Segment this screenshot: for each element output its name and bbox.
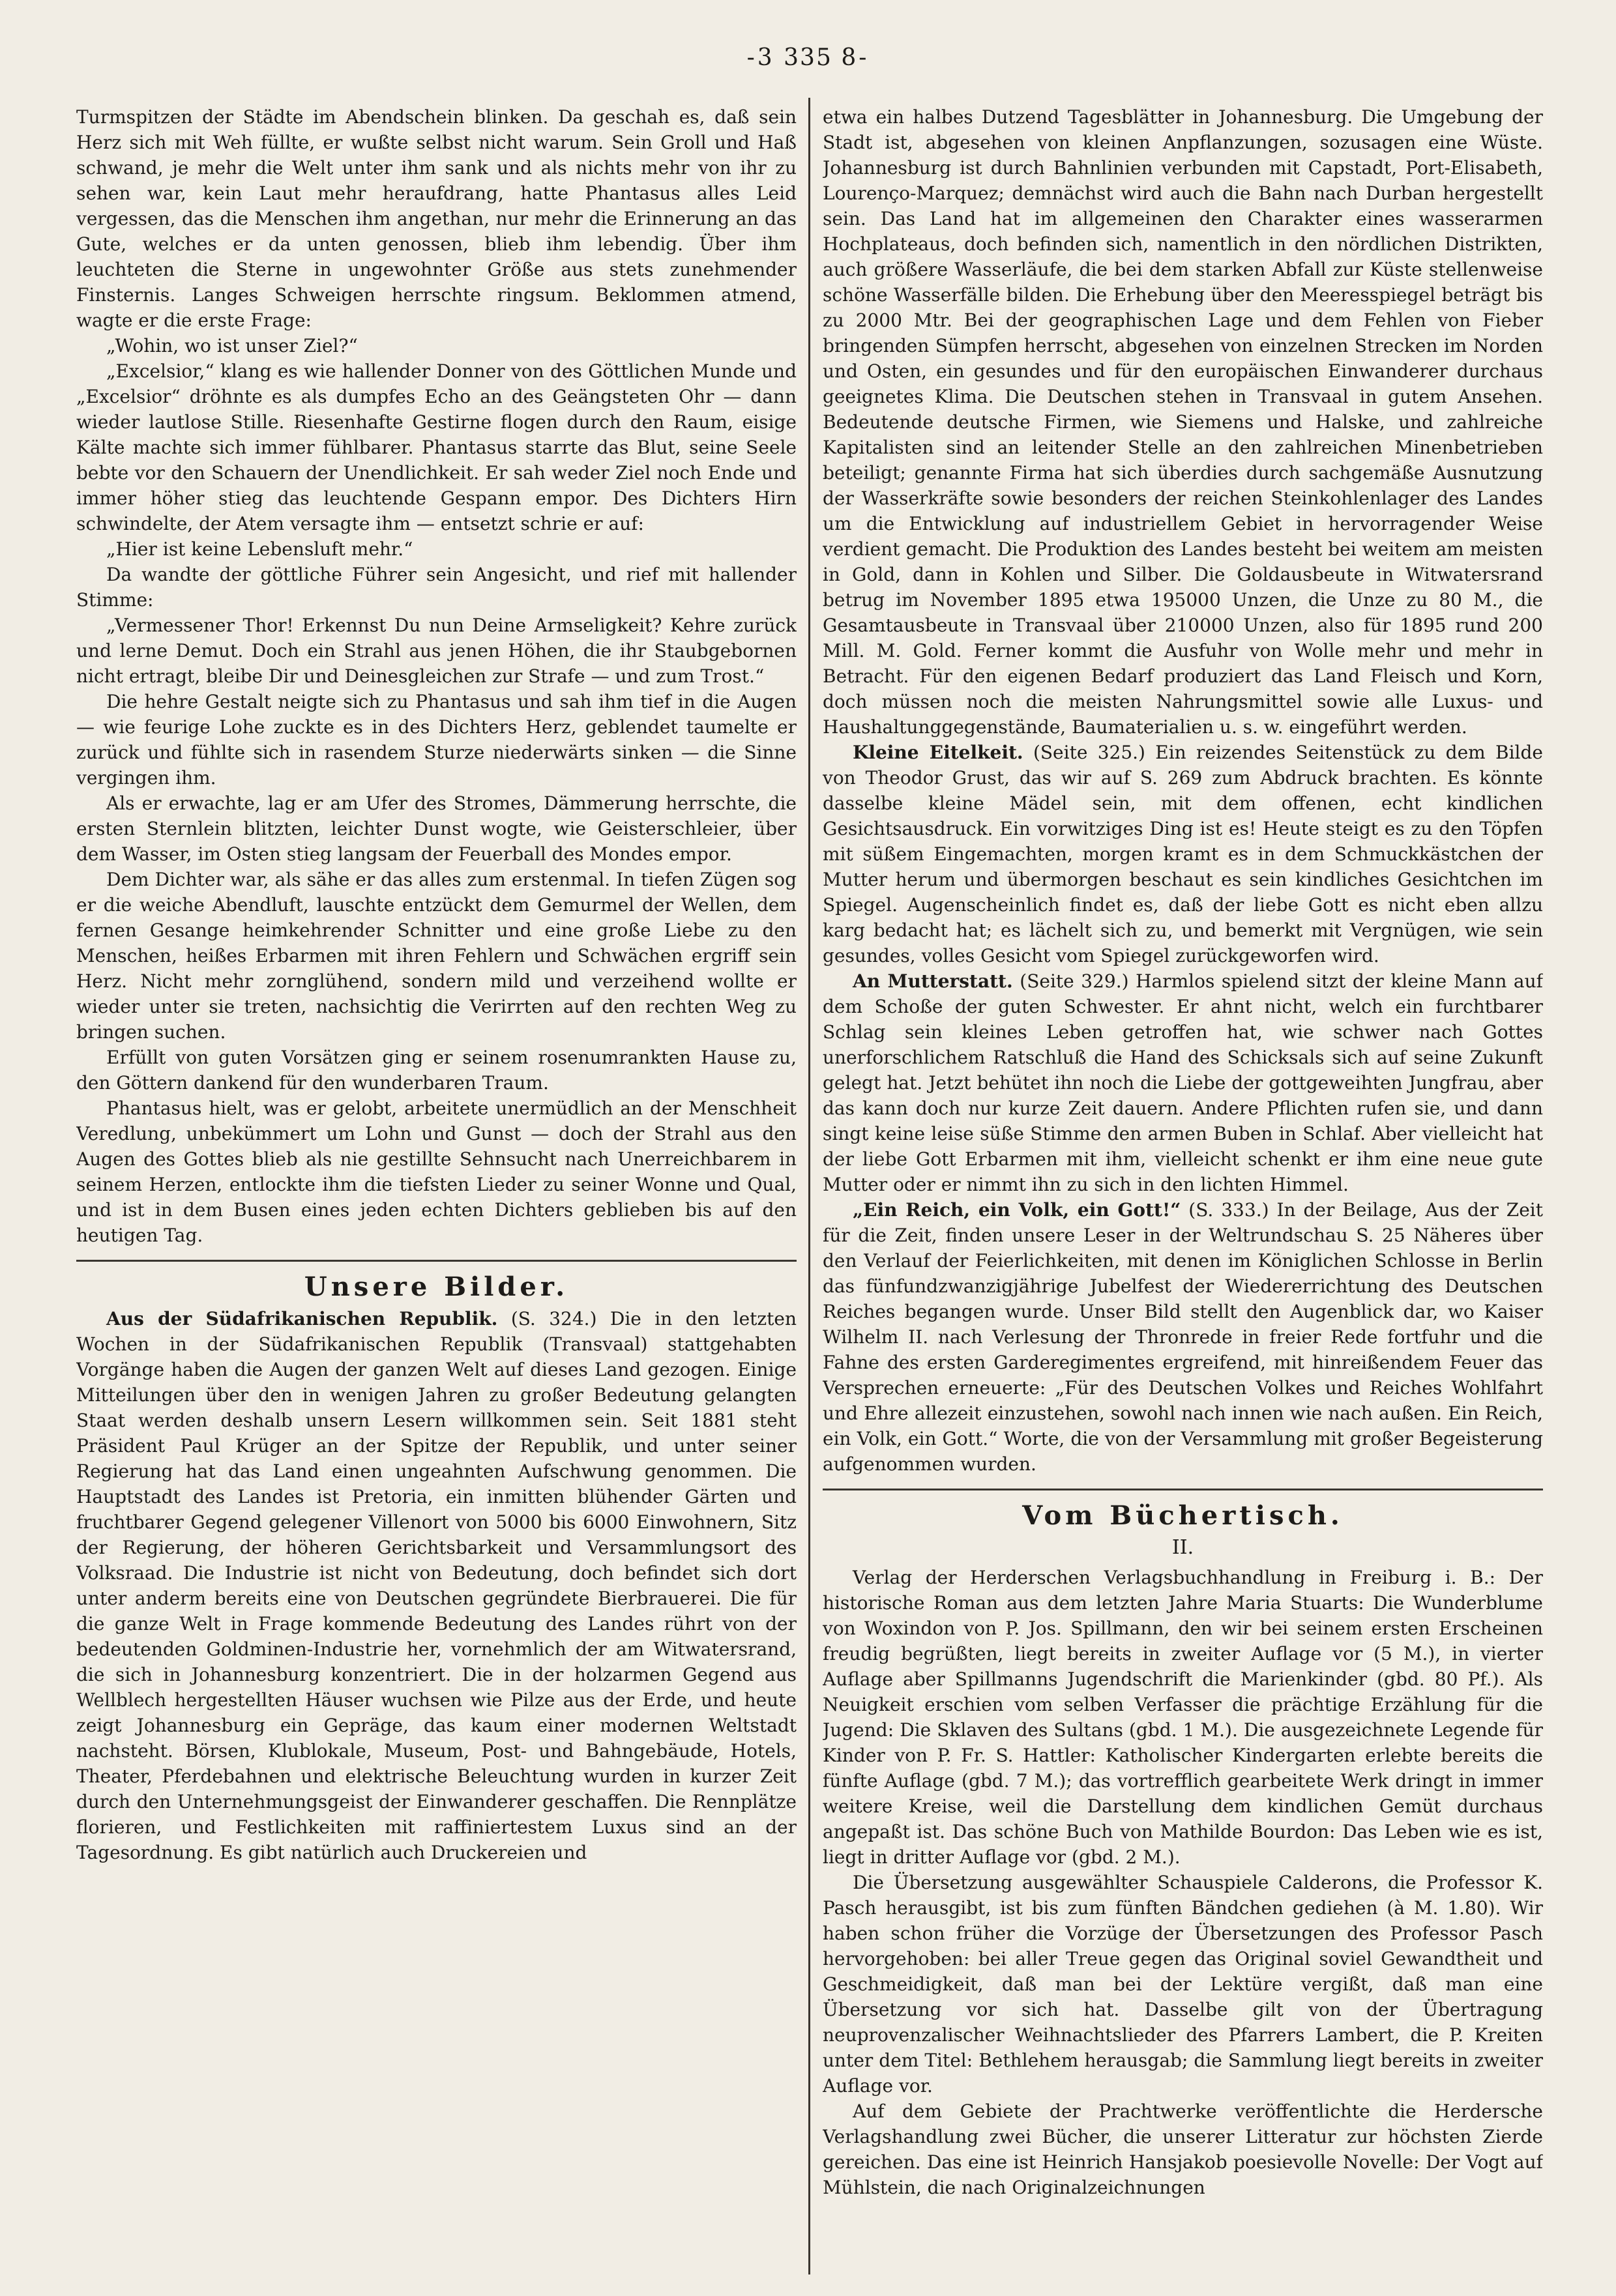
column-divider — [808, 98, 810, 2274]
story-paragraph: „Wohin, wo ist unser Ziel?“ — [106, 335, 358, 356]
story-paragraph: Phantasus hielt, was er gelobt, arbeitete unermüdlich an der Menschheit Veredlung, unbekümmert um Lohn und Gunst — doch der Strahl aus den Augen des Gottes blieb als nie gestillte Sehnsucht nach Unerreichbarem in seinem Herzen, entlockte ihm die tiefsten Lieder zu seiner Wonne und Qual, und ist in dem Busen eines jeden echten Dichters geblieben bis auf den heutigen Tag. — [76, 1097, 797, 1246]
bilder-entry-text: (S. 333.) In der Beilage, Aus der Zeit für die Zeit, finden unsere Leser in der Weltrundschau S. 25 Näheres über den Verlauf der Feierlichkeiten, mit denen im Königlichen Schlosse in Berlin das fünfundzwanzigjährige Jubelfest der Wiedererrichtung des Deutschen Reiches begangen wurde. Unser Bild stellt den Augenblick dar, wo Kaiser Wilhelm II. nach Verlesung der Thronrede in freier Rede fortfuhr und die Fahne des ersten Garderegimentes ergreifend, mit hinreißendem Feuer das Versprechen erneuerte: „Für des Deutschen Volkes und Reiches Wohlfahrt und Ehre allezeit einzustehen, sowohl nach innen wie nach außen. Ein Reich, ein Volk, ein Gott.“ Worte, die von der Versammlung mit großer Begeisterung aufgenommen wurden. — [823, 1199, 1543, 1475]
right-column — [823, 104, 1543, 2268]
story-paragraph: „Excelsior,“ klang es wie hallender Donner von des Göttlichen Munde und „Excelsior“ dröhnte es als dumpfes Echo an des Geängsteten Ohr — dann wieder lautlose Stille. Riesenhafte Gestirne flogen durch den Raum, eisige Kälte machte sich immer fühlbarer. Phantasus starrte das Blut, seine Seele bebte vor den Schauern der Unendlichkeit. Er sah weder Ziel noch Ende und immer höher stieg das leuchtende Gespann empor. Des Dichters Hirn schwindelte, der Atem versagte ihm — entsetzt schrie er auf: — [76, 360, 797, 534]
bilder-entry-text: (Seite 325.) Ein reizendes Seitenstück zu dem Bilde von Theodor Grust, das wir auf S. 269 zum Abdruck brachten. Es könnte dasselbe kleine Mädel sein, mit dem offenen, echt kindlichen Gesichtsausdruck. Ein vorwitziges Ding ist es! Heute steigt es zu den Töpfen mit süßem Eingemachten, morgen kramt es in dem Schmuckkästchen der Mutter herum und übermorgen beschaut es sein kindliches Gesichtchen im Spiegel. Augenscheinlich findet es, daß der liebe Gott es nicht eben allzu karg bedacht hat; es lächelt sich zu, und bemerkt mit Vergnügen, wie sein gesundes, volles Gesicht vom Spiegel zurückgeworfen wird. — [823, 742, 1543, 966]
section-rule — [823, 1489, 1543, 1490]
buch-paragraph: Die Übersetzung ausgewählter Schauspiele Calderons, die Professor K. Pasch herausgibt, ist bis zum fünften Bändchen gediehen (à M. 1.80). Wir haben schon früher die Vorzüge der Übersetzungen des Professor Pasch hervorgehoben: bei aller Treue gegen das Original soviel Gewandtheit und Geschmeidigkeit, daß man bei der Lektüre vergißt, daß man eine Übersetzung vor sich hat. Dasselbe gilt von der Übertragung neuprovenzalischer Weihnachtslieder des Pfarrers Lambert, die P. Kreiten unter dem Titel: Bethlehem herausgab; die Sammlung liegt bereits in zweiter Auflage vor. — [823, 1872, 1543, 2097]
bilder-entry-title: Kleine Eitelkeit. — [853, 742, 1023, 763]
story-paragraph: Die hehre Gestalt neigte sich zu Phantasus und sah ihm tief in die Augen — wie feurige Lohe zuckte es in des Dichters Herz, geblendet taumelte er zurück und fühlte sich in rasendem Sturze niederwärts sinken — die Sinne vergingen ihm. — [76, 691, 797, 789]
page-ornament-left: -3 — [746, 44, 775, 71]
page-number-header — [0, 44, 1616, 71]
story-paragraph: Turmspitzen der Städte im Abendschein blinken. Da geschah es, daß sein Herz sich mit Weh füllte, er wußte selbst nicht warum. Sein Groll und Haß schwand, je mehr die Welt unter ihm sank und als nichts mehr von ihr zu sehen war, kein Laut mehr heraufdrang, hatte Phantasus alles Leid vergessen, das die Menschen ihm angethan, nur mehr die Erinnerung an das Gute, welches er da unten genossen, blieb ihm lebendig. Über ihm leuchteten die Sterne in ungewohnter Größe aus stets zunehmender Finsternis. Langes Schweigen herrschte ringsum. Beklommen atmend, wagte er die erste Frage: — [76, 106, 797, 331]
bilder-entry-text: (S. 324.) Die in den letzten Wochen in der Südafrikanischen Republik (Transvaal) stattgehabten Vorgänge haben die Augen der ganzen Welt auf dieses Land gezogen. Einige Mitteilungen über den in wenigen Jahren zu großer Bedeutung gelangten Staat werden deshalb unsern Lesern willkommen sein. Seit 1881 steht Präsident Paul Krüger an der Spitze der Republik, und unter seiner Regierung hat das Land einen ungeahnten Aufschwung genommen. Die Hauptstadt des Landes ist Pretoria, ein inmitten blühender Gärten und fruchtbarer Gegend gelegener Villenort von 5000 bis 6000 Einwohnern, Sitz der Regierung, der höheren Gerichtsbarkeit und Versammlungsort des Volksraad. Die Industrie ist nicht von Bedeutung, doch befindet sich dort unter anderm bereits eine von Deutschen gegründete Bierbrauerei. Die für die ganze Welt in Frage kommende Bedeutung des Landes rührt von der bedeutenden Goldminen-Industrie her, vornehmlich der am Witwatersrand, die sich in Johannesburg konzentriert. Die in der holzarmen Gegend aus Wellblech hergestellten Häuser wuchsen wie Pilze aus der Erde, und heute zeigt Johannesburg ein Gepräge, das kaum einer modernen Weltstadt nachsteht. Börsen, Klublokale, Museum, Post- und Bahngebäude, Hotels, Theater, Pferdebahnen und elektrische Beleuchtung wurden in kurzer Zeit durch den Unternehmungsgeist der Einwanderer geschaffen. Die Rennplätze florieren, und Festlichkeiten mit raffiniertestem Luxus sind an der Tagesordnung. Es gibt natürlich auch Druckereien und — [76, 1308, 797, 1863]
bilder-entry-title: „Ein Reich, ein Volk, ein Gott!“ — [853, 1199, 1181, 1221]
bilder-entry-eitelkeit — [823, 740, 1543, 968]
section-heading-buechertisch: Vom Büchertisch. — [1022, 1500, 1344, 1531]
section-rule — [76, 1260, 797, 1262]
section-subheading: II. — [1171, 1536, 1194, 1559]
story-paragraph: Dem Dichter war, als sähe er das alles zum erstenmal. In tiefen Zügen sog er die weiche Abendluft, lauschte entzückt dem Gemurmel der Wellen, dem fernen Gesange heimkehrender Schnitter und eine große Liebe zu den Menschen, heißes Erbarmen mit ihren Fehlern und Schwächen ergriff sein Herz. Nicht mehr zornglühend, sondern mild und verzeihend wollte er wieder unter sie treten, nachsichtig die Verirrten auf den rechten Weg zu bringen suchen. — [76, 869, 797, 1043]
bilder-entry-mutterstatt — [823, 968, 1543, 1197]
story-paragraph: „Vermessener Thor! Erkennst Du nun Deine Armseligkeit? Kehre zurück und lerne Demut. Doch ein Strahl aus jenen Höhen, die ihr Staubgebornen nicht ertragt, bleibe Dir und Deinesgleichen zur Strafe — und zum Trost.“ — [76, 615, 797, 687]
bilder-entry-title: Aus der Südafrikanischen Republik. — [106, 1308, 498, 1330]
bilder-entry-suedafrika — [76, 1306, 797, 1865]
story-paragraph: Als er erwachte, lag er am Ufer des Stromes, Dämmerung herrschte, die ersten Sternlein blitzten, leichter Dunst wogte, wie Geisterschleier, über dem Wasser, im Osten stieg langsam der Feuerball des Mondes empor. — [76, 792, 797, 865]
bilder-entry-reich — [823, 1197, 1543, 1477]
page-ornament-right: 8- — [841, 44, 870, 71]
story-paragraph: Erfüllt von guten Vorsätzen ging er seinem rosenumrankten Hause zu, den Göttern dankend für den wunderbaren Traum. — [76, 1047, 797, 1094]
left-column — [76, 104, 797, 2268]
story-paragraph: Da wandte der göttliche Führer sein Angesicht, und rief mit hallender Stimme: — [76, 564, 797, 611]
buch-paragraph: Verlag der Herderschen Verlagsbuchhandlung in Freiburg i. B.: Der historische Roman aus dem letzten Jahre Maria Stuarts: Die Wunderblume von Woxindon von P. Jos. Spillmann, den wir bei seinem ersten Erscheinen freudig begrüßten, liegt bereits in zweiter Auflage vor (5 M.), in vierter Auflage aber Spillmanns Jugendschrift die Marienkinder (gbd. 80 Pf.). Als Neuigkeit erschien vom selben Verfasser die prächtige Erzählung für die Jugend: Die Sklaven des Sultans (gbd. 1 M.). Die ausgezeichnete Legende für Kinder von P. Fr. S. Hattler: Katholischer Kindergarten erlebte bereits die fünfte Auflage (gbd. 7 M.); das vortrefflich gearbeitete Werk dringt in immer weitere Kreise, weil die Darstellung dem kindlichen Gemüt durchaus angepaßt ist. Das schöne Buch von Mathilde Bourdon: Das Leben wie es ist, liegt in dritter Auflage vor (gbd. 2 M.). — [823, 1567, 1543, 1868]
bilder-entry-title: An Mutterstatt. — [853, 970, 1013, 992]
story-paragraph: „Hier ist keine Lebensluft mehr.“ — [106, 538, 413, 560]
bilder-entry-continued: etwa ein halbes Dutzend Tagesblätter in Johannesburg. Die Umgebung der Stadt ist, abgesehen von kleinen Anpflanzungen, sozusagen eine Wüste. Johannesburg ist durch Bahnlinien verbunden mit Capstadt, Port-Elisabeth, Lourenço-Marquez; demnächst wird auch die Bahn nach Durban hergestellt sein. Das Land hat im allgemeinen den Charakter eines wasserarmen Hochplateaus, doch befinden sich, namentlich in den nördlichen Distrikten, auch größere Wasserläufe, die bei dem starken Abfall zur Küste stellenweise schöne Wasserfälle bilden. Die Erhebung über den Meeresspiegel beträgt bis zu 2000 Mtr. Bei der geographischen Lage und dem Fehlen von Fieber bringenden Sümpfen herrscht, abgesehen von einzelnen Strecken im Norden und Osten, ein gesundes und für den europäischen Einwanderer durchaus geeignetes Klima. Die Deutschen stehen in Transvaal in gutem Ansehen. Bedeutende deutsche Firmen, wie Siemens und Halske, und zahlreiche Kapitalisten sind an leitender Stelle an den zahlreichen Minenbetrieben beteiligt; genannte Firma hat sich überdies durch sachgemäße Ausnutzung der Wasserkräfte sowie besonders der reichen Steinkohlenlager des Landes um die Entwicklung auf industriellem Gebiet in hervorragender Weise verdient gemacht. Die Produktion des Landes besteht bei weitem am meisten in Gold, dann in Kohlen und Silber. Die Goldausbeute in Witwatersrand betrug im November 1895 etwa 195000 Unzen, die Unze zu 80 M., die Gesamtausbeute in Transvaal über 210000 Unzen, also für 1895 rund 200 Mill. M. Gold. Ferner kommt die Ausfuhr von Wolle mehr und mehr in Betracht. Für den eigenen Bedarf produziert das Land Fleisch und Korn, doch müssen noch die meisten Nahrungsmittel sowie alle Luxus- und Haushaltunggegenstände, Baumaterialien u. s. w. eingeführt werden. — [823, 106, 1543, 738]
bilder-entry-text: (Seite 329.) Harmlos spielend sitzt der kleine Mann auf dem Schoße der guten Schwester. Er ahnt nicht, welch ein furchtbarer Schlag sein kleines Leben getroffen hat, wie schwer nach Gottes unerforschlichem Ratschluß die Hand des Schicksals sich auf seine Zukunft gelegt hat. Jetzt behütet ihn noch die Liebe der gottgeweihten Jungfrau, aber das kann doch nur kurze Zeit dauern. Andere Pflichten rufen sie, und dann singt keine leise süße Stimme den armen Buben in Schlaf. Aber vielleicht hat der liebe Gott Erbarmen mit ihm, vielleicht schenkt er ihm eine neue gute Mutter oder er nimmt ihn zu sich in den lichten Himmel. — [823, 970, 1543, 1195]
page-number: 335 — [784, 44, 832, 71]
section-heading-bilder: Unsere Bilder. — [304, 1272, 569, 1302]
buch-paragraph: Auf dem Gebiete der Prachtwerke veröffentlichte die Herdersche Verlagshandlung zwei Bücher, die unserer Litteratur zur höchsten Zierde gereichen. Das eine ist Heinrich Hansjakob poesievolle Novelle: Der Vogt auf Mühlstein, die nach Originalzeichnungen — [823, 2100, 1543, 2198]
